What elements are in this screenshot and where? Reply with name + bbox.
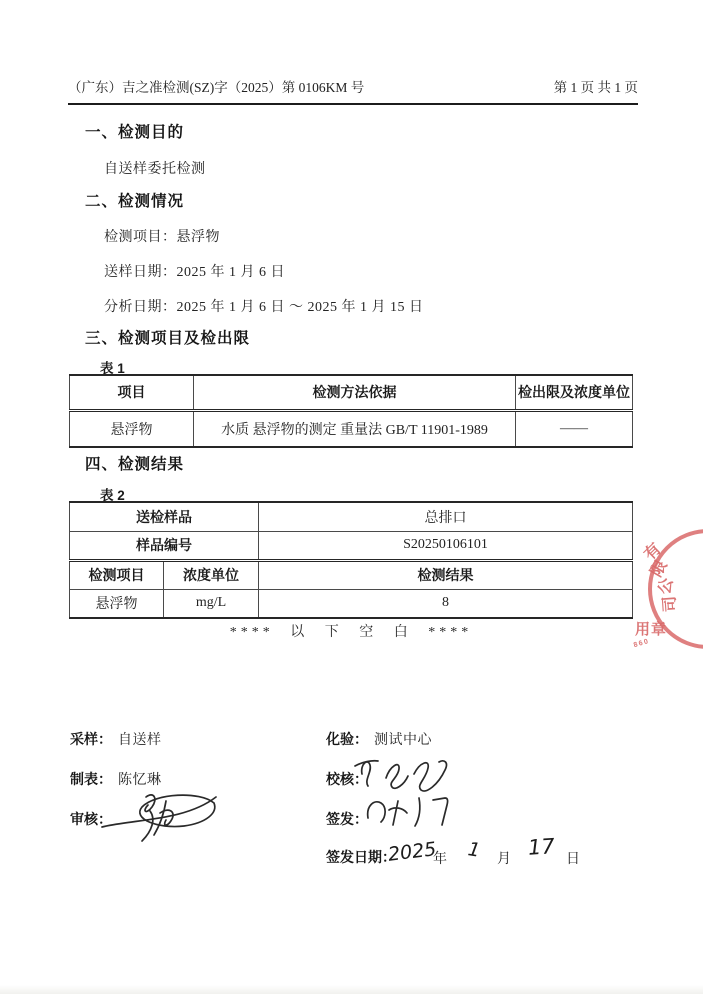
- tabulation-value: 陈忆琳: [118, 773, 162, 788]
- review-label: 审核：: [70, 811, 112, 827]
- analysis-date-line: 分析日期：2025 年 1 月 6 日 ～ 2025 年 1 月 15 日: [104, 300, 424, 315]
- sampling-row: [70, 729, 162, 749]
- tabulation-label: 制表：: [70, 771, 112, 787]
- company-seal-stamp: [595, 525, 703, 660]
- table2-cell-item: 悬浮物: [70, 589, 164, 618]
- sampling-label: 采样：: [70, 731, 112, 747]
- handwritten-month: 1: [466, 838, 482, 862]
- table-results: [69, 501, 633, 619]
- table1-caption: 表 1: [100, 361, 125, 376]
- table-row: [70, 502, 633, 531]
- sample-date-line: 送样日期：2025 年 1 月 6 日: [104, 265, 285, 280]
- table1-header-limit: 检出限及浓度单位: [516, 375, 633, 410]
- table-row: [70, 589, 633, 618]
- seal-arc-char: 有: [641, 540, 665, 564]
- section4-heading: 四、检测结果: [85, 456, 185, 473]
- table2-header-result: 检测结果: [259, 560, 633, 589]
- seal-arc-char: 限: [647, 557, 671, 580]
- seal-arc-char: 公: [656, 576, 677, 597]
- table2-sample-label: 送检样品: [70, 502, 259, 531]
- tabulation-row: [70, 769, 162, 789]
- seal-code: 860: [632, 637, 651, 650]
- section2-heading: 二、检测情况: [85, 193, 185, 210]
- table2-sample-value: 总排口: [259, 502, 633, 531]
- table-row: [70, 410, 633, 447]
- page-indicator: 第 1 页 共 1 页: [553, 80, 638, 95]
- table-method-limits: [69, 374, 633, 448]
- issue-label: 签发：: [326, 811, 368, 827]
- day-unit: 日: [566, 852, 580, 867]
- section3-heading: 三、检测项目及检出限: [85, 330, 251, 347]
- month-unit: 月: [497, 852, 511, 867]
- blank-below-note: **** 以 下 空 白 ****: [229, 625, 473, 640]
- table1-cell-item: 悬浮物: [70, 410, 194, 447]
- section1-body: 自送样委托检测: [104, 162, 206, 177]
- table1-cell-limit: ——: [516, 410, 633, 447]
- table1-header-method: 检测方法依据: [194, 375, 516, 410]
- issue-date-label: 签发日期：: [326, 849, 396, 865]
- check-label: 校核：: [326, 771, 368, 787]
- handwritten-day: 17: [527, 834, 556, 860]
- table2-cell-result: 8: [259, 589, 633, 618]
- lab-row: [326, 729, 432, 749]
- table-row: [70, 560, 633, 589]
- detection-item-line: 检测项目：悬浮物: [104, 230, 220, 245]
- table1-header-item: 项目: [70, 375, 194, 410]
- handwritten-year: 2025: [386, 838, 438, 866]
- table2-header-item: 检测项目: [70, 560, 164, 589]
- table2-sample-id-label: 样品编号: [70, 531, 259, 560]
- seal-arc-char: 司: [661, 595, 680, 613]
- reviewer-signature: [100, 787, 225, 849]
- document-header: [68, 76, 638, 105]
- issuer-signature: [362, 792, 467, 834]
- document-number: （广东）吉之准检测(SZ)字（2025）第 0106KM 号: [68, 80, 365, 95]
- seal-center-text: 用章: [634, 621, 668, 638]
- section1-heading: 一、检测目的: [85, 124, 185, 141]
- sampling-value: 自送样: [118, 733, 162, 748]
- table2-cell-unit: mg/L: [164, 589, 259, 618]
- table1-cell-method: 水质 悬浮物的测定 重量法 GB/T 11901-1989: [194, 410, 516, 447]
- table-row: [70, 531, 633, 560]
- table-row: [70, 375, 633, 410]
- table2-sample-id-value: S20250106101: [259, 531, 633, 560]
- lab-value: 测试中心: [374, 733, 432, 748]
- table2-caption: 表 2: [100, 488, 125, 503]
- table2-header-unit: 浓度单位: [164, 560, 259, 589]
- lab-label: 化验：: [326, 731, 368, 747]
- year-unit: 年: [433, 852, 447, 867]
